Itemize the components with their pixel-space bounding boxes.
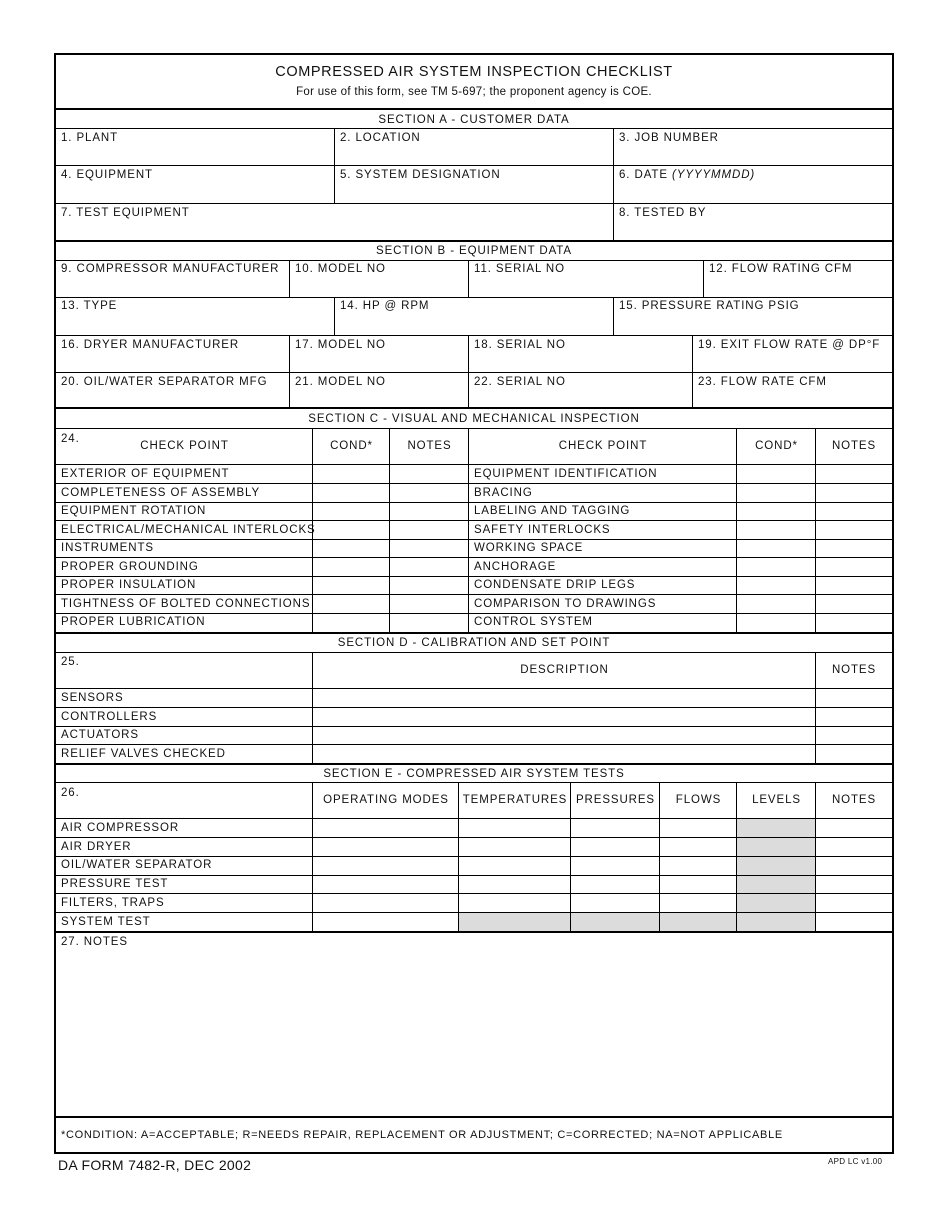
check-point-left: EXTERIOR OF EQUIPMENT [61,468,230,480]
dryer-manufacturer-label: 16. DRYER MANUFACTURER [61,339,240,351]
serial-no-11-field[interactable] [469,261,704,297]
check-point-left: INSTRUMENTS [61,542,154,555]
job-number-field[interactable] [614,129,892,166]
left-notes-header: NOTES [407,440,452,452]
description-cell[interactable] [313,689,815,707]
serial-no-22-field[interactable] [469,373,693,407]
model-no-10-label: 10. MODEL NO [295,263,386,275]
test-column-header: FLOWS [675,794,722,806]
check-point-right: BRACING [474,486,533,499]
notes-cell[interactable] [816,689,892,707]
test-cell[interactable] [571,875,659,893]
test-equipment-label: 7. TEST EQUIPMENT [61,207,190,219]
test-cell[interactable] [571,838,659,856]
test-cell[interactable] [571,913,659,931]
hp-rpm-label: 14. HP @ RPM [340,300,430,312]
cond-cell[interactable] [737,539,815,557]
test-cell[interactable] [816,894,891,912]
test-cell[interactable] [571,819,659,837]
exit-flow-rate-field[interactable] [693,336,892,372]
notes-cell[interactable] [816,708,892,726]
test-cell[interactable] [459,838,570,856]
form-title: COMPRESSED AIR SYSTEM INSPECTION CHECKLIST [275,64,673,80]
test-cell[interactable] [660,894,736,912]
notes-cell[interactable] [816,745,892,763]
plant-field[interactable] [56,129,335,166]
type-label: 13. TYPE [61,300,118,312]
test-cell[interactable] [816,838,891,856]
system-designation-field[interactable] [335,166,614,203]
cond-cell[interactable] [313,521,389,539]
check-point-left: ELECTRICAL/MECHANICAL INTERLOCKS [61,523,316,536]
test-cell[interactable] [459,894,570,912]
exit-flow-rate-label: 19. EXIT FLOW RATE @ DP°F [698,339,881,351]
test-cell[interactable] [737,819,815,837]
right-check-point-header: CHECK POINT [558,440,648,452]
test-cell[interactable] [660,856,736,874]
description-cell[interactable] [313,745,815,763]
test-cell[interactable] [660,819,736,837]
test-cell[interactable] [816,913,891,931]
item-24-number: 24. [61,433,80,445]
test-column-header: TEMPERATURES [462,794,568,806]
check-point-right: ANCHORAGE [474,560,557,573]
right-cond-header: COND* [755,440,798,452]
pressure-rating-field[interactable] [614,298,892,335]
test-cell[interactable] [660,875,736,893]
notes-cell[interactable] [390,484,468,502]
flow-rating-label: 12. FLOW RATING CFM [709,263,853,275]
model-no-21-label: 21. MODEL NO [295,376,386,388]
check-point-right: SAFETY INTERLOCKS [474,523,611,536]
cond-cell[interactable] [313,595,389,613]
test-cell[interactable] [737,856,815,874]
test-item: AIR DRYER [61,840,132,853]
cond-cell[interactable] [313,539,389,557]
model-no-21-field[interactable] [290,373,469,407]
serial-no-22-label: 22. SERIAL NO [474,376,566,388]
right-notes-header: NOTES [831,440,877,452]
calibration-item: RELIEF VALVES CHECKED [61,747,226,760]
notes-cell[interactable] [816,613,892,631]
form-id: DA FORM 7482-R, DEC 2002 [58,1157,252,1173]
test-column-header: NOTES [831,794,877,806]
date-label: 6. DATE (YYYYMMDD) [619,169,756,181]
notes-cell[interactable] [816,576,892,594]
test-column-header: PRESSURES [575,794,656,806]
separator-manufacturer-label: 20. OIL/WATER SEPARATOR MFG [61,376,268,388]
test-cell[interactable] [313,838,458,856]
test-item: SYSTEM TEST [61,915,151,928]
calibration-item: ACTUATORS [61,729,139,741]
check-point-left: EQUIPMENT ROTATION [61,505,207,518]
test-item: AIR COMPRESSOR [61,822,180,834]
cond-cell[interactable] [313,613,389,631]
notes-cell[interactable] [390,502,468,520]
test-cell[interactable] [571,894,659,912]
check-point-right: CONTROL SYSTEM [474,616,593,629]
calibration-item: CONTROLLERS [61,710,158,723]
test-item: FILTERS, TRAPS [61,896,165,909]
test-column-header: LEVELS [752,794,801,806]
notes-cell[interactable] [816,595,892,613]
item-26-number: 26. [61,787,80,799]
job-number-label: 3. JOB NUMBER [619,132,719,144]
description-header: DESCRIPTION [520,664,609,676]
condition-legend: *CONDITION: A=ACCEPTABLE; R=NEEDS REPAIR, REPLACEMENT OR ADJUSTMENT; C=CORRECTED; NA=NOT APPLICABLE [61,1129,783,1141]
notes-cell[interactable] [390,465,468,483]
location-field[interactable] [335,129,614,166]
check-point-left: PROPER LUBRICATION [61,616,206,629]
test-cell[interactable] [737,913,815,931]
left-cond-header: COND* [330,440,373,452]
test-cell[interactable] [737,838,815,856]
cond-cell[interactable] [313,502,389,520]
test-item: OIL/WATER SEPARATOR [61,859,213,872]
form-subtitle: For use of this form, see TM 5-697; the proponent agency is COE. [296,86,652,98]
equipment-field[interactable] [56,166,335,203]
test-item: PRESSURE TEST [61,878,169,891]
notes-cell[interactable] [816,484,892,502]
check-point-right: LABELING AND TAGGING [474,505,631,518]
equipment-label: 4. EQUIPMENT [61,169,153,181]
system-designation-label: 5. SYSTEM DESIGNATION [340,169,501,181]
form-version: APD LC v1.00 [828,1157,883,1166]
test-cell[interactable] [313,894,458,912]
date-format: (YYYYMMDD) [672,169,756,181]
notes-label: 27. NOTES [61,936,128,948]
separator-manufacturer-field[interactable] [56,373,290,407]
section-c-heading: SECTION C - VISUAL AND MECHANICAL INSPECTION [308,413,640,425]
dryer-manufacturer-field[interactable] [56,336,290,372]
cond-cell[interactable] [313,558,389,576]
notes-cell[interactable] [816,465,892,483]
model-no-17-field[interactable] [290,336,469,372]
cond-cell[interactable] [737,613,815,631]
notes-cell[interactable] [390,595,468,613]
check-point-right: CONDENSATE DRIP LEGS [474,579,636,592]
test-cell[interactable] [313,913,458,931]
check-point-left: PROPER INSULATION [61,579,197,592]
notes-cell[interactable] [816,502,892,520]
notes-cell[interactable] [816,539,892,557]
cond-cell[interactable] [737,502,815,520]
notes-cell[interactable] [390,521,468,539]
flow-rate-label: 23. FLOW RATE CFM [698,376,827,388]
serial-no-18-field[interactable] [469,336,693,372]
test-cell[interactable] [459,913,570,931]
check-point-left: COMPLETENESS OF ASSEMBLY [61,486,261,499]
serial-no-11-label: 11. SERIAL NO [474,263,565,275]
notes-cell[interactable] [816,558,892,576]
section-b-heading: SECTION B - EQUIPMENT DATA [376,245,572,257]
tested-by-field[interactable] [614,204,892,240]
notes-cell[interactable] [390,613,468,631]
compressor-manufacturer-label: 9. COMPRESSOR MANUFACTURER [61,263,280,275]
notes-cell[interactable] [816,521,892,539]
cond-cell[interactable] [737,558,815,576]
type-field[interactable] [56,298,335,335]
test-equipment-field[interactable] [56,204,614,240]
test-cell[interactable] [313,856,458,874]
test-cell[interactable] [459,875,570,893]
date-field[interactable] [614,166,892,203]
test-column-header: OPERATING MODES [323,794,449,806]
test-cell[interactable] [816,819,891,837]
section-d-heading: SECTION D - CALIBRATION AND SET POINT [337,637,611,649]
test-cell[interactable] [737,875,815,893]
test-cell[interactable] [660,913,736,931]
test-cell[interactable] [571,856,659,874]
cond-cell[interactable] [737,595,815,613]
notes-cell[interactable] [816,726,892,744]
location-label: 2. LOCATION [340,132,421,144]
description-cell[interactable] [313,726,815,744]
test-cell[interactable] [660,838,736,856]
notes-cell[interactable] [390,539,468,557]
left-check-point-header: CHECK POINT [140,440,229,452]
check-point-right: COMPARISON TO DRAWINGS [474,597,657,610]
cond-cell[interactable] [737,484,815,502]
cond-cell[interactable] [737,465,815,483]
flow-rating-field[interactable] [704,261,892,297]
item-25-number: 25. [61,656,80,668]
notes-cell[interactable] [390,576,468,594]
section-e-heading: SECTION E - COMPRESSED AIR SYSTEM TESTS [323,768,625,780]
plant-label: 1. PLANT [61,132,119,144]
notes-area[interactable] [56,933,892,1116]
serial-no-18-label: 18. SERIAL NO [474,339,566,351]
test-cell[interactable] [816,856,891,874]
tested-by-label: 8. TESTED BY [619,207,707,219]
flow-rate-field[interactable] [693,373,892,407]
test-cell[interactable] [459,856,570,874]
pressure-rating-label: 15. PRESSURE RATING PSIG [619,300,800,312]
test-cell[interactable] [313,875,458,893]
test-cell[interactable] [816,875,891,893]
test-cell[interactable] [459,819,570,837]
test-cell[interactable] [737,894,815,912]
notes-cell[interactable] [390,558,468,576]
description-cell[interactable] [313,708,815,726]
check-point-right: WORKING SPACE [474,542,584,555]
model-no-10-field[interactable] [290,261,469,297]
hp-rpm-field[interactable] [335,298,614,335]
check-point-left: TIGHTNESS OF BOLTED CONNECTIONS [61,597,311,610]
check-point-right: EQUIPMENT IDENTIFICATION [474,468,658,480]
cond-cell[interactable] [313,465,389,483]
test-cell[interactable] [313,819,458,837]
cond-cell[interactable] [737,521,815,539]
section-a-heading: SECTION A - CUSTOMER DATA [378,114,570,126]
check-point-left: PROPER GROUNDING [61,560,199,573]
cond-cell[interactable] [313,576,389,594]
calibration-item: SENSORS [61,692,124,704]
cond-cell[interactable] [737,576,815,594]
cond-cell[interactable] [313,484,389,502]
d-notes-header: NOTES [831,664,877,676]
compressor-manufacturer-field[interactable] [56,261,290,297]
model-no-17-label: 17. MODEL NO [295,339,386,351]
inspection-form [54,53,894,1154]
